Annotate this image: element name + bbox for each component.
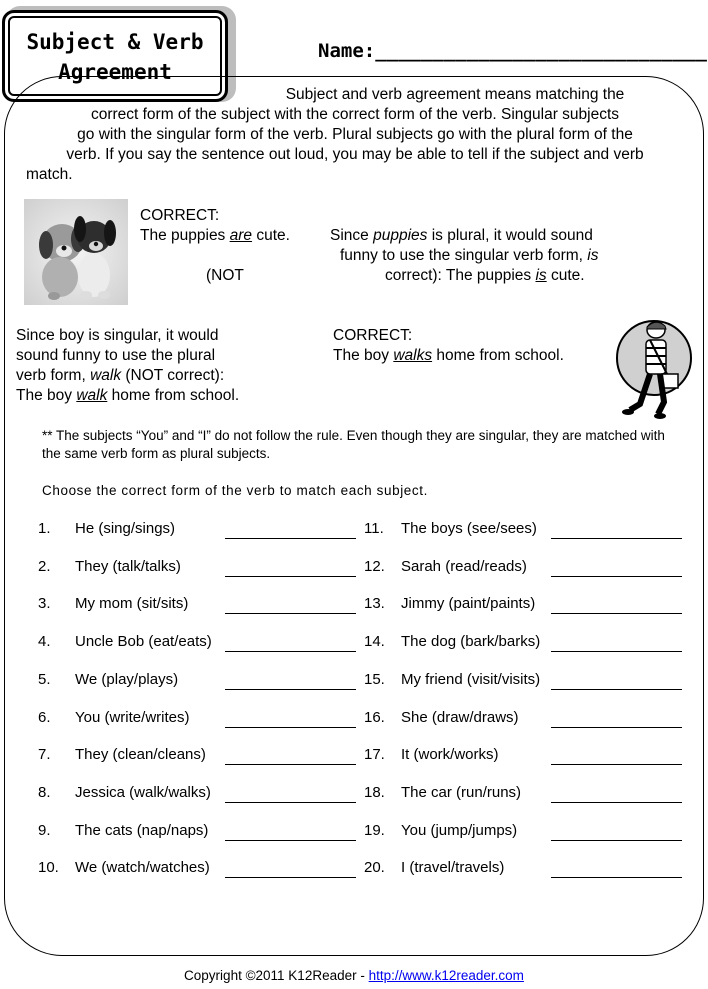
emphasized-verb: walk bbox=[76, 387, 108, 404]
puppies-photo bbox=[24, 199, 128, 305]
emphasized-verb: are bbox=[229, 227, 253, 244]
question-number: 14. bbox=[364, 633, 385, 651]
question-text: My friend (visit/visits) bbox=[401, 670, 541, 688]
question-text: Jessica (walk/walks) bbox=[75, 783, 211, 801]
answer-blank[interactable] bbox=[551, 727, 682, 728]
question-number: 8. bbox=[38, 783, 51, 801]
question-number: 16. bbox=[364, 708, 385, 726]
intro-line: match. bbox=[26, 166, 73, 183]
question-number: 2. bbox=[38, 557, 51, 575]
rule-exception-note: ** The subjects “You” and “I” do not follow the rule. Even though they are singular, they are matched with the same verb form as plural subjects. bbox=[42, 428, 665, 461]
question-number: 9. bbox=[38, 821, 51, 839]
answer-blank[interactable] bbox=[551, 802, 682, 803]
answer-blank[interactable] bbox=[551, 576, 682, 577]
question-text: Jimmy (paint/paints) bbox=[401, 595, 536, 613]
question-text: The cats (nap/naps) bbox=[75, 821, 209, 839]
question-number: 13. bbox=[364, 595, 385, 613]
question-number: 12. bbox=[364, 557, 385, 575]
text-segment: The boy bbox=[16, 387, 77, 404]
text-segment: The boy bbox=[333, 347, 394, 364]
question-number: 17. bbox=[364, 746, 385, 764]
text-segment: cute. bbox=[252, 227, 290, 244]
puppy-correct-label: CORRECT: bbox=[140, 207, 220, 224]
italic-word: walk bbox=[90, 367, 122, 384]
puppy-correct-sentence bbox=[140, 226, 290, 246]
puppy-explain-line-3 bbox=[385, 266, 585, 286]
answer-blank[interactable] bbox=[551, 538, 682, 539]
title-line-1: Subject & Verb bbox=[26, 30, 204, 54]
question-number: 18. bbox=[364, 783, 385, 801]
text-segment: Since bbox=[330, 227, 374, 244]
question-text: We (play/plays) bbox=[75, 670, 179, 688]
boy-explain-line-3 bbox=[16, 366, 224, 386]
name-field[interactable]: Name:_____________________________ bbox=[318, 40, 707, 62]
text-segment: home from school. bbox=[107, 387, 240, 404]
intro-paragraph bbox=[24, 85, 686, 185]
question-number: 1. bbox=[38, 520, 51, 537]
text-segment: (NOT correct): bbox=[121, 367, 225, 384]
text-segment: The puppies bbox=[140, 227, 230, 244]
question-text: They (clean/cleans) bbox=[75, 746, 206, 764]
answer-blank[interactable] bbox=[225, 840, 356, 841]
answer-blank[interactable] bbox=[225, 802, 356, 803]
boy-correct-label: CORRECT: bbox=[333, 327, 413, 344]
question-number: 5. bbox=[38, 670, 51, 688]
answer-blank[interactable] bbox=[225, 576, 356, 577]
answer-blank[interactable] bbox=[551, 651, 682, 652]
answer-blank[interactable] bbox=[225, 613, 356, 614]
puppy-explain-line-2 bbox=[340, 246, 598, 266]
question-number: 11. bbox=[364, 520, 384, 537]
question-text: They (talk/talks) bbox=[75, 557, 181, 575]
italic-word: puppies bbox=[373, 227, 428, 244]
text-segment: correct): The puppies bbox=[385, 267, 536, 284]
walking-boy-illustration bbox=[614, 318, 694, 420]
question-text: She (draw/draws) bbox=[401, 708, 519, 726]
answer-blank[interactable] bbox=[551, 877, 682, 878]
question-number: 7. bbox=[38, 746, 51, 764]
italic-word: is bbox=[587, 247, 599, 264]
text-segment: funny to use the singular verb form, bbox=[340, 247, 588, 264]
boy-explain-line-4 bbox=[16, 386, 239, 406]
answer-blank[interactable] bbox=[551, 764, 682, 765]
answer-blank[interactable] bbox=[225, 877, 356, 878]
question-text: You (jump/jumps) bbox=[401, 821, 518, 839]
intro-line: go with the singular form of the verb. Plural subjects go with the plural form of the bbox=[77, 126, 633, 143]
question-number: 20. bbox=[364, 859, 385, 877]
intro-line: verb. If you say the sentence out loud, you may be able to tell if the subject and verb bbox=[66, 146, 644, 163]
question-text: It (work/works) bbox=[401, 746, 499, 764]
boy-explain-line-2: sound funny to use the plural bbox=[16, 347, 216, 364]
question-text: I (travel/travels) bbox=[401, 859, 505, 877]
question-text: We (watch/watches) bbox=[75, 859, 210, 877]
question-text: The dog (bark/barks) bbox=[401, 633, 541, 651]
question-text: My mom (sit/sits) bbox=[75, 595, 189, 613]
question-text: Uncle Bob (eat/eats) bbox=[75, 633, 212, 651]
question-text: The boys (see/sees) bbox=[401, 520, 537, 537]
answer-blank[interactable] bbox=[551, 689, 682, 690]
question-number: 3. bbox=[38, 595, 51, 613]
answer-blank[interactable] bbox=[225, 689, 356, 690]
question-text: You (write/writes) bbox=[75, 708, 190, 726]
boy-correct-sentence bbox=[333, 346, 564, 366]
footer bbox=[0, 968, 708, 983]
instructions: Choose the correct form of the verb to match each subject. bbox=[42, 483, 428, 498]
emphasized-verb: walks bbox=[393, 347, 433, 364]
answer-blank[interactable] bbox=[225, 764, 356, 765]
question-number: 4. bbox=[38, 633, 51, 651]
question-text: The car (run/runs) bbox=[401, 783, 522, 801]
text-segment: verb form, bbox=[16, 367, 91, 384]
answer-blank[interactable] bbox=[225, 727, 356, 728]
intro-line: Subject and verb agreement means matching the bbox=[285, 86, 625, 103]
question-text: He (sing/sings) bbox=[75, 520, 176, 537]
question-number: 15. bbox=[364, 670, 385, 688]
question-text: Sarah (read/reads) bbox=[401, 557, 527, 575]
question-number: 6. bbox=[38, 708, 51, 726]
answer-blank[interactable] bbox=[551, 613, 682, 614]
text-segment: home from school. bbox=[432, 347, 564, 364]
question-number: 19. bbox=[364, 821, 385, 839]
question-number: 10. bbox=[38, 859, 59, 877]
answer-blank[interactable] bbox=[225, 651, 356, 652]
emphasized-verb: is bbox=[535, 267, 547, 284]
puppy-not-label: (NOT bbox=[206, 267, 244, 284]
text-segment: cute. bbox=[546, 267, 585, 284]
answer-blank[interactable] bbox=[225, 538, 356, 539]
answer-blank[interactable] bbox=[551, 840, 682, 841]
title-line-2: Agreement bbox=[58, 60, 172, 84]
k12reader-link[interactable]: http://www.k12reader.com bbox=[368, 968, 524, 983]
intro-line: correct form of the subject with the correct form of the verb. Singular subjects bbox=[90, 106, 620, 123]
boy-explain-line-1: Since boy is singular, it would bbox=[16, 327, 219, 344]
puppy-explain-line-1 bbox=[330, 226, 593, 246]
text-segment: is plural, it would sound bbox=[427, 227, 593, 244]
copyright-text: Copyright ©2011 K12Reader - bbox=[184, 968, 369, 983]
